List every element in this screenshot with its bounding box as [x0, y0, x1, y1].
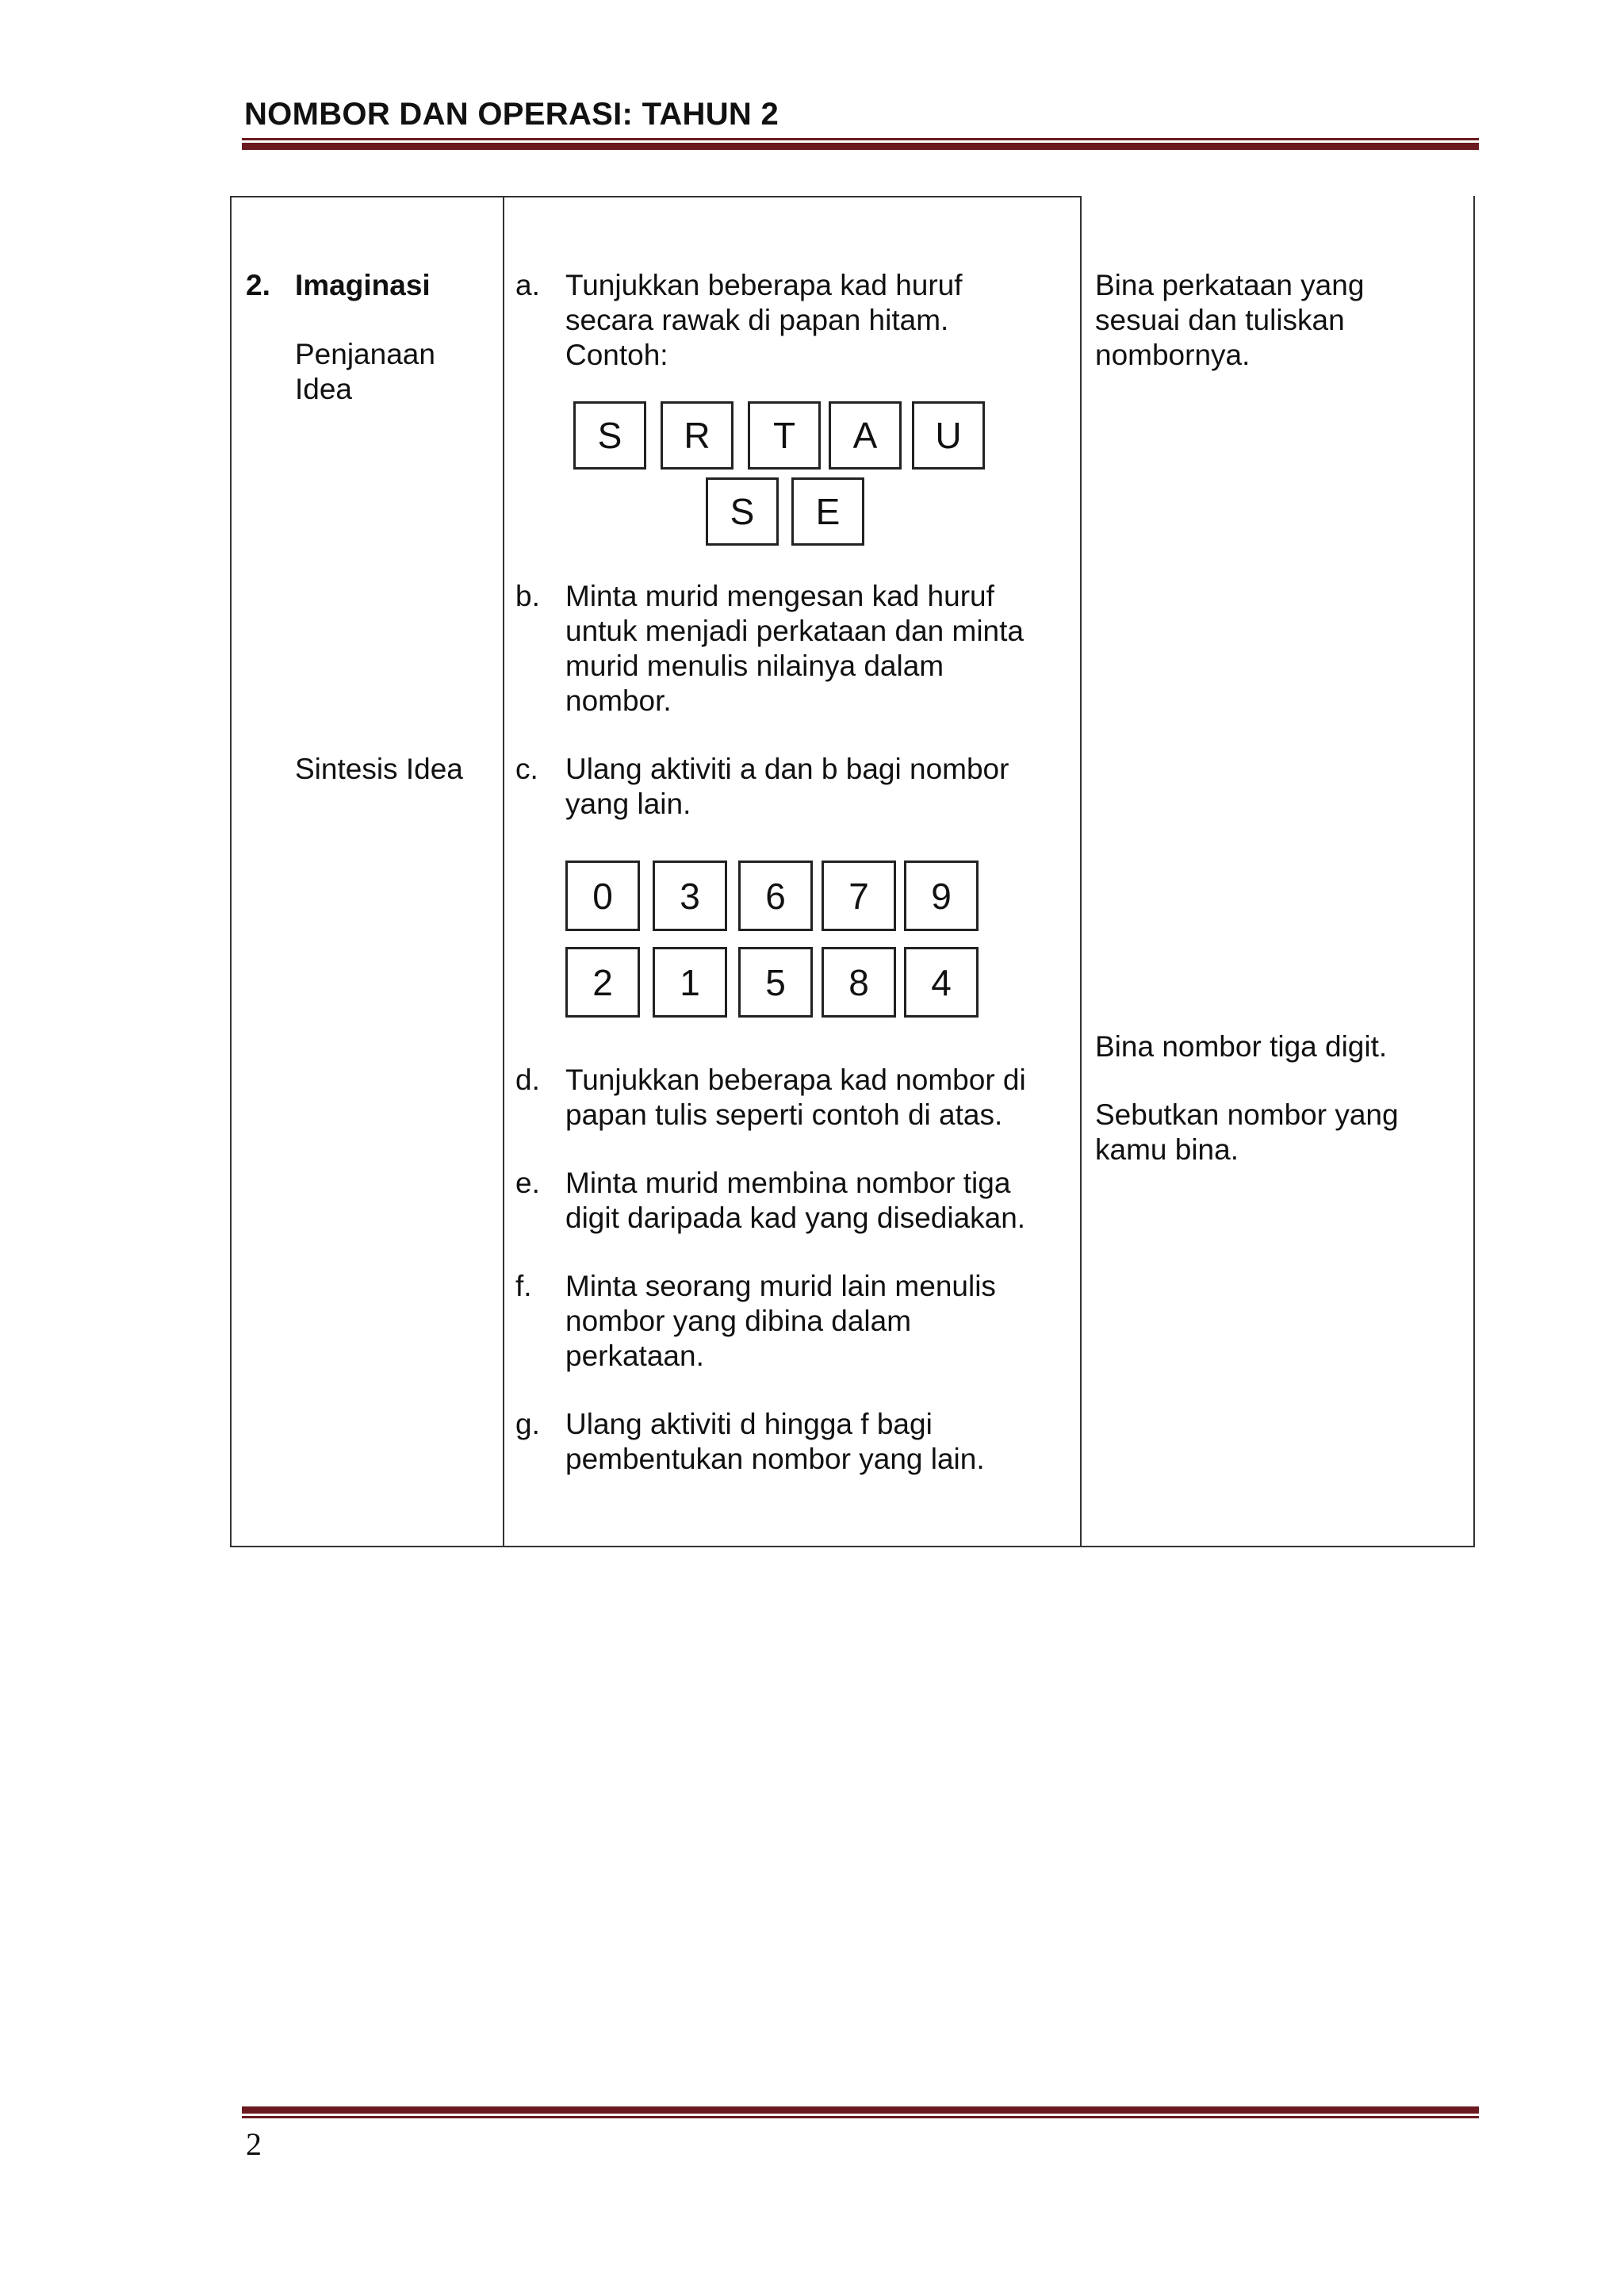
- number-card: 1: [653, 947, 727, 1018]
- table-border-left: [230, 196, 232, 1547]
- table-border-top: [230, 196, 1082, 197]
- row-title: Imaginasi: [295, 269, 431, 301]
- step-a-line: Tunjukkan beberapa kad huruf: [565, 269, 963, 301]
- letter-card: A: [829, 401, 902, 470]
- step-e-line: Minta murid membina nombor tiga: [565, 1167, 1011, 1199]
- letter-card: E: [791, 477, 864, 546]
- letter-card: S: [573, 401, 646, 470]
- column-divider-1: [503, 196, 504, 1547]
- step-d-line: papan tulis seperti contoh di atas.: [565, 1098, 1003, 1131]
- step-f-line: perkataan.: [565, 1340, 704, 1372]
- step-c-line: Ulang aktiviti a dan b bagi nombor: [565, 753, 1009, 785]
- page-title: NOMBOR DAN OPERASI: TAHUN 2: [244, 97, 779, 132]
- table-border-bottom: [230, 1546, 1475, 1547]
- step-g-line: Ulang aktiviti d hingga f bagi: [565, 1408, 933, 1440]
- column-divider-2: [1080, 196, 1082, 1547]
- step-e-label: e.: [515, 1167, 540, 1199]
- number-card: 8: [822, 947, 896, 1018]
- letter-card: U: [912, 401, 985, 470]
- step-b-label: b.: [515, 580, 540, 612]
- number-card: 6: [738, 861, 813, 931]
- step-b-line: nombor.: [565, 684, 672, 717]
- step-c-line: yang lain.: [565, 788, 691, 820]
- step-e-line: digit daripada kad yang disediakan.: [565, 1202, 1026, 1234]
- number-card: 5: [738, 947, 813, 1018]
- letter-card: R: [661, 401, 733, 470]
- footer-rule-thick: [242, 2106, 1479, 2114]
- step-c-label: c.: [515, 753, 538, 785]
- note-line: Bina nombor tiga digit.: [1095, 1030, 1388, 1063]
- note-line: Sebutkan nombor yang: [1095, 1098, 1399, 1131]
- row-number: 2.: [246, 269, 270, 301]
- sub-heading-penjanaan: Penjanaan: [295, 338, 435, 370]
- number-card: 9: [904, 861, 979, 931]
- letter-card: S: [706, 477, 779, 546]
- header-rule-thick: [242, 143, 1479, 150]
- sub-heading-idea: Idea: [295, 373, 353, 405]
- step-b-line: murid menulis nilainya dalam: [565, 650, 944, 682]
- step-a-line: Contoh:: [565, 339, 668, 371]
- note-line: sesuai dan tuliskan: [1095, 304, 1345, 336]
- step-a-line: secara rawak di papan hitam.: [565, 304, 949, 336]
- table-border-right: [1473, 196, 1475, 1547]
- number-card: 7: [822, 861, 896, 931]
- step-a-label: a.: [515, 269, 540, 301]
- number-card: 2: [565, 947, 640, 1018]
- step-g-label: g.: [515, 1408, 540, 1440]
- number-card: 4: [904, 947, 979, 1018]
- number-card: 3: [653, 861, 727, 931]
- footer-rule-thin: [242, 2116, 1479, 2118]
- step-f-line: nombor yang dibina dalam: [565, 1305, 912, 1337]
- letter-card: T: [748, 401, 821, 470]
- sub-heading-sintesis: Sintesis Idea: [295, 753, 463, 785]
- number-card: 0: [565, 861, 640, 931]
- step-f-label: f.: [515, 1270, 532, 1302]
- header-rule-thin: [242, 138, 1479, 140]
- step-d-label: d.: [515, 1064, 540, 1096]
- step-g-line: pembentukan nombor yang lain.: [565, 1443, 985, 1475]
- note-line: nombornya.: [1095, 339, 1251, 371]
- step-b-line: untuk menjadi perkataan dan minta: [565, 615, 1024, 647]
- page-number: 2: [246, 2126, 262, 2162]
- note-line: kamu bina.: [1095, 1133, 1239, 1166]
- note-line: Bina perkataan yang: [1095, 269, 1365, 301]
- step-f-line: Minta seorang murid lain menulis: [565, 1270, 996, 1302]
- step-b-line: Minta murid mengesan kad huruf: [565, 580, 994, 612]
- step-d-line: Tunjukkan beberapa kad nombor di: [565, 1064, 1026, 1096]
